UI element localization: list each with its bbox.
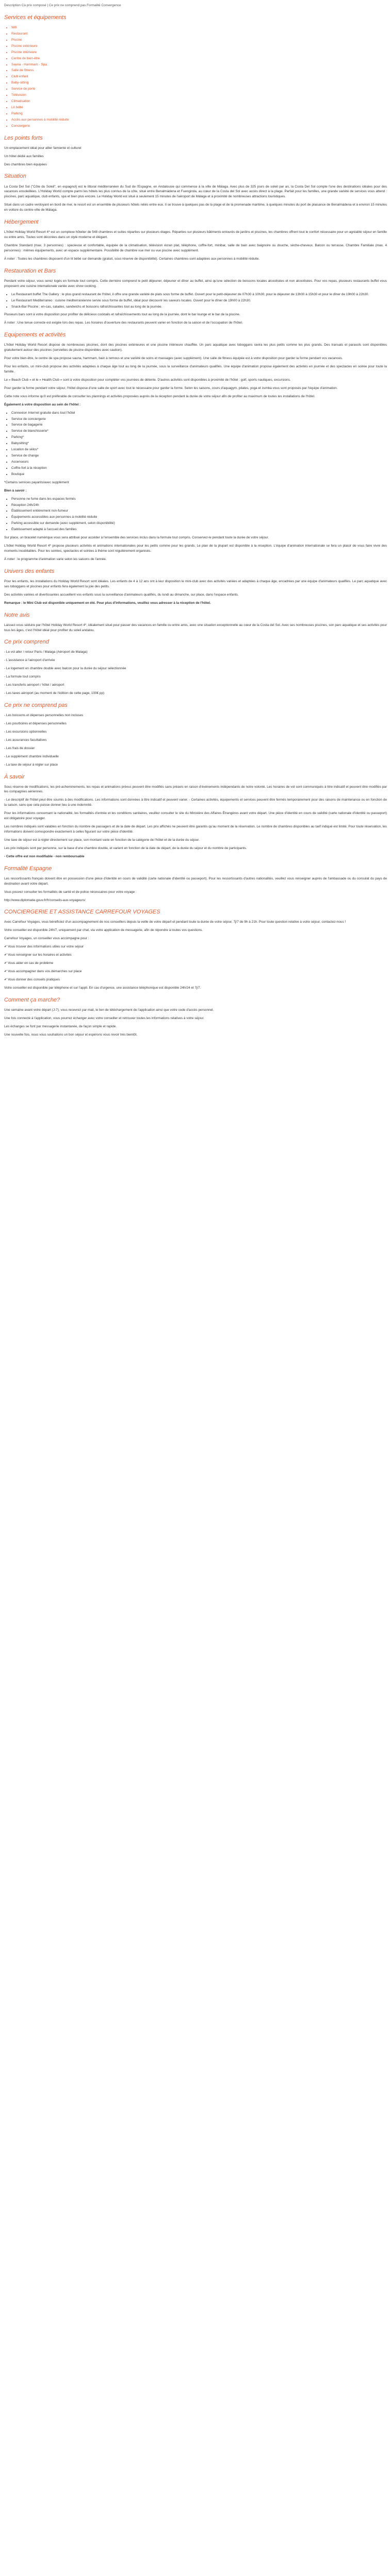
- restaurant-item: • Le Restaurant Mediterraneo : cuisine méditerranéenne servie sous forme de buffet, idéal pour découvrir les saveurs locales. Ouvert pour le dîner de 19h00 à 22h30.: [11, 298, 387, 303]
- prix-comprend-item: - Le vol aller / retour Paris / Malaga (Aéroport de Malaga): [4, 650, 88, 654]
- activites-paragraph: Sur place, un bracelet numérique vous sera attribué pour accéder à l'ensemble des services inclus dans la formule tout compris. Conservez-le pendant toute la durée de votre séjour.: [4, 536, 269, 540]
- conciergerie-item: ✔ Vous trouver des informations utiles sur votre séjour: [4, 945, 84, 949]
- activite-item: • Location de vélos*: [11, 447, 387, 452]
- activite-item: • Coffre-fort à la réception: [11, 466, 387, 471]
- prix-ne-comprend-item: - Les assurances facultatives: [4, 738, 47, 742]
- conciergerie-paragraph: Votre conseiller est disponible par téléphone et sur l'appli. En cas d'urgence, une assistance téléphonique est disponible 24h/24 et 7j/7.: [4, 986, 201, 990]
- restaurant-item: • Snack-Bar Piscine : en-cas, salades, sandwichs et boissons rafraîchissantes tout au long de la journée.: [11, 304, 387, 310]
- restaurant-item: • Le Restaurant buffet The Gallery : le plus grand restaurant de l'hôtel, il offre une grande variété de plats sous forme de buffet. Ouvert pour le petit-déjeuner de 07h30 à 10h30, pour le déjeuner de 13h00 à 15h30 et pour le dîner de 19h00 à 22h30.: [11, 292, 387, 297]
- formalite-paragraph: Vous pouvez consulter les formalités de santé et de police nécessaires pour votre voyage :: [4, 890, 137, 894]
- comment-marche-paragraph: Une fois connecté à l'application, vous pourrez échanger avec votre conseiller et retrouver toutes les informations relatives à votre séjour.: [4, 1016, 205, 1020]
- activite-item: • Babysitting*: [11, 441, 387, 446]
- a-savoir-paragraph: Une taxe de séjour est à régler directement sur place, son montant varie en fonction de la catégorie de l'hôtel et de la durée du séjour.: [4, 838, 200, 842]
- comment-marche-paragraph: Une semaine avant votre départ (J-7), vous recevrez par mail, le lien de téléchargement de l'application ainsi que votre code d'accès personnel.: [4, 1008, 214, 1012]
- conciergerie-item: ✔ Vous renseigner sur les horaires et activités: [4, 953, 72, 957]
- service-item: • Wifi: [11, 25, 387, 30]
- situation-paragraph: La Costa Del Sol ("Côte du Soleil", en espagnol) est le littoral méditerranéen du Sud de l'Espagne, en Andalousie qui commence à la ville de Málaga. Avec plus de 325 jours de soleil par an, la Costa Del Sol compte l'une des destinations idéales pour des vacances ensoleillées. L'Holiday World compte parmi les hôtels les plus connus de la côte, situé entre Benalmádena et Fuengirola, au cœur de la Costa del Sol avec accès direct à la plage. Parfait pour les familles, une grande variété de services vous attend : piscines, parc aquatique, club enfants, spa et bien plus encore. Le Holiday World est situé à seulement 15 minutes de l'aéroport de Málaga et à proximité de nombreuses attractions touristiques.: [4, 184, 387, 199]
- prix-comprend-title: Ce prix comprend: [4, 639, 49, 646]
- prix-ne-comprend-item: - Les excursions optionnelles: [4, 730, 47, 734]
- activite-item: • Ascenseurs: [11, 460, 387, 465]
- hebergement-title: Hébergement: [4, 219, 39, 226]
- formalite-title: Formalité Espagne: [4, 865, 52, 872]
- conciergerie-paragraph: Votre conseiller est disponible 24h/7, uniquement par chat, via votre application de messagerie, afin de répondre à toutes vos questions.: [4, 928, 203, 933]
- service-item: • Salle de fitness: [11, 68, 387, 73]
- univers-enfants-paragraph: Pour les enfants, les installations du Holiday World Resort sont idéales. Les enfants de 4 à 12 ans ont à leur disposition le mini-club avec des activités variées et adaptées à chaque âge, encadrées par une équipe d'animateurs qualifiés. Le parc aquatique avec ses toboggans et piscines pour enfants fera également la joie des petits.: [4, 579, 387, 588]
- activites-paragraph: Pour votre bien-être, le centre de spa propose sauna, hammam, bain à remous et une variété de soins et massages (avec supplément). Une salle de fitness équipée est à votre disposition pour garder la forme pendant vos vacances.: [4, 357, 343, 361]
- formalite-paragraph: Les ressortissants français doivent être en possession d'une pièce d'identité en cours de validité (carte nationale d'identité ou passeport). Pour les ressortissants d'autres nationalités, veuillez vous renseigner auprès de l'ambassade ou du consulat du pays de destination avant votre départ.: [4, 876, 387, 886]
- savoir-item: • Réception 24h/24h: [11, 503, 387, 508]
- service-item: • Télévision: [11, 93, 387, 98]
- activite-item: • Service de bagagerie: [11, 422, 387, 428]
- prix-ne-comprend-title: Ce prix ne comprend pas: [4, 702, 68, 709]
- a-savoir-paragraph: Les prix indiqués sont par personne, sur la base d'une chambre double, et varient en fonction de la date de départ, de la durée du séjour et du nombre de participants.: [4, 846, 247, 850]
- service-item: • Centre de bien-être: [11, 56, 387, 61]
- prix-comprend-item: - Les transferts aéroport / hôtel / aéroport: [4, 683, 64, 687]
- activites-list2: [4, 497, 387, 533]
- activites-list2-title: Bien à savoir :: [4, 488, 27, 493]
- points-forts-line: Un hôtel dédié aux familles: [4, 154, 44, 158]
- hebergement-paragraph: L'hôtel Holiday World Resort 4* est un complexe hôtelier de 548 chambres et suites réparties sur plusieurs étages. Réparties sur plusieurs bâtiments entourés de jardins et piscines, les chambres offrent tout le confort nécessaire pour un agréable séjour en famille ou entre amis. Toutes sont décorées dans un style moderne et élégant.: [4, 230, 387, 240]
- service-item: • Piscine extérieure: [11, 44, 387, 49]
- a-savoir-title: À savoir: [4, 773, 25, 780]
- points-forts-title: Les points forts: [4, 134, 43, 141]
- points-forts-line: Un emplacement idéal pour allier farniente et culturel: [4, 146, 82, 150]
- activites-paragraph: Cette note vous informe qu'il est préférable de consulter les plannings et activités proposées auprès de la réception pendant la durée de votre séjour afin de profiter au maximum de toutes les installations de l'hôtel.: [4, 394, 315, 398]
- activite-item: • Service de blanchisserie*: [11, 429, 387, 434]
- breadcrumb: Description Cà prix composé | Ce prix ne comprend pas Formalité Convergence: [4, 4, 121, 7]
- activites-list-title: Également à votre disposition au sein de l'hôtel :: [4, 402, 81, 406]
- a-savoir-paragraph: - Cette offre est non modifiable - non remboursable: [4, 854, 85, 858]
- activite-item: • Boutique: [11, 472, 387, 477]
- conciergerie-item: ✔ Vous donner des conseils pratiques: [4, 977, 60, 981]
- activite-item: • Connexion Internet gratuite dans tout l'hôtel: [11, 411, 387, 416]
- points-forts-line: Des chambres bien équipées: [4, 162, 47, 166]
- services-title: Services et équipements: [4, 14, 67, 21]
- prix-comprend-item: - L'assistance à l'aéroport d'arrivée: [4, 658, 55, 663]
- service-item: • Baby-sitting: [11, 80, 387, 86]
- a-savoir-paragraph: Pour les informations concernant la nationalité, les formalités d'entrée et les conditions sanitaires, veuillez consulter le site du Ministère des Affaires Étrangères avant votre départ. Une pièce d'identité en cours de validité (carte nationale d'identité ou passeport) est obligatoire pour voyager.: [4, 811, 387, 821]
- savoir-item: • Établissement adapté à l'accueil des familles: [11, 527, 387, 532]
- activites-paragraph: Pour les enfants, un mini-club propose des activités adaptées à chaque âge tout au long de la journée, sous la surveillance d'animateurs qualifiés. Une équipe d'animation propose également des activités en journée et des spectacles en soirée pour toute la famille.: [4, 365, 387, 374]
- univers-enfants-paragraph: Remarque : le Mini Club est disponible uniquement en été. Pour plus d'informations, veuillez vous adresser à la réception de l'hôtel.: [4, 601, 211, 605]
- savoir-item: • Parking accessible sur demande (avec supplément, selon disponibilité): [11, 521, 387, 526]
- a-savoir-paragraph: - Le descriptif de l'hôtel peut être soumis à des modifications. Les informations sont données à titre indicatif et peuvent varier. - Certaines activités, équipements et services peuvent être fermés temporairement pour des raisons de maintenance ou en fonction de la saison, sans que cela puisse donner lieu à une indemnité.: [4, 798, 387, 807]
- notre-avis-paragraph: Laissez-vous séduire par l'hôtel Holiday World Resort 4*, idéalement situé pour passer des vacances en famille ou entre amis, avec une situation exceptionnelle au cœur de la Costa del Sol. Avec ses nombreuses piscines, son parc aquatique et ses activités pour tous les âges, c'est l'hôtel idéal pour profiter du soleil andalou.: [4, 623, 387, 632]
- conciergerie-item: ✔ Vous aider en cas de problème: [4, 961, 54, 965]
- page: [0, 0, 391, 1046]
- service-item: • Club enfant: [11, 74, 387, 79]
- prix-ne-comprend-item: - La taxe de séjour à régler sur place: [4, 762, 58, 767]
- restaurant-list: [4, 292, 387, 310]
- service-item: • Lit bébé: [11, 105, 387, 110]
- service-item: • Restaurant: [11, 31, 387, 37]
- hebergement-paragraph: Chambre Standard (max. 3 personnes) : spacieuse et confortable, équipée de la climatisation, télévision écran plat, téléphone, coffre-fort, minibar, salle de bain avec baignoire ou douche, sèche-cheveux. Balcon ou terrasse. Chambre Familiale (max. 4 personnes) : mêmes équipements, avec un espace supplémentaire. Possibilité de chambre vue mer ou vue piscine avec supplément.: [4, 244, 387, 252]
- hebergement-paragraph: À noter : Toutes les chambres disposent d'un lit bébé sur demande (gratuit, sous réserve de disponibilité). Certaines chambres sont adaptées aux personnes à mobilité réduite.: [4, 257, 260, 261]
- activites-note: *Certains services payants/avec supplément: [4, 480, 69, 484]
- services-list: [4, 25, 387, 129]
- activites-paragraph: L'hôtel Holiday World Resort dispose de nombreuses piscines, dont des piscines extérieures et une piscine intérieure chauffée. Un parc aquatique avec toboggans ravira les plus petits comme les plus grands. Des transats et parasols sont disponibles gratuitement autour des piscines (serviettes de piscine disponibles avec caution).: [4, 343, 387, 352]
- situation-paragraph: Situé dans un cadre verdoyant en bord de mer, le resort est un ensemble de plusieurs hôtels reliés entre eux. Il se trouve à quelques pas de la plage et de la promenade maritime, à quelques minutes du port de plaisance de Benalmádena et à environ 15 minutes en voiture du centre-ville de Málaga.: [4, 203, 387, 212]
- savoir-item: • Équipements accessibles aux personnes à mobilité réduite: [11, 515, 387, 520]
- univers-enfants-title: Univers des enfants: [4, 568, 55, 574]
- activites-title: Equipements et activités: [4, 332, 66, 338]
- prix-ne-comprend-item: - Le supplément chambre individuelle: [4, 754, 59, 758]
- service-item: • Sauna - Hammam - Spa: [11, 62, 387, 67]
- activites-paragraph: Pour garder la forme pendant votre séjour, l'hôtel dispose d'une salle de sport avec tout le nécessaire pour garder la forme. Selon les saisons, cours d'aquagym, pilates, yoga et zumba vous sont proposés par l'équipe d'animation.: [4, 386, 338, 390]
- activite-item: • Parking*: [11, 435, 387, 440]
- prix-comprend-item: - Le logement en chambre double avec balcon pour la durée du séjour sélectionnée: [4, 667, 126, 671]
- savoir-item: • Établissement entièrement non-fumeur: [11, 509, 387, 514]
- conciergerie-paragraph: Carrefour Voyages, un conseiller vous accompagne pour :: [4, 937, 89, 941]
- service-item: • Climatisation: [11, 99, 387, 104]
- prix-ne-comprend-item: - Les frais de dossier: [4, 746, 35, 750]
- service-item: • Service de porte: [11, 87, 387, 92]
- conciergerie-item: ✔ Vous accompagner dans vos démarches sur place: [4, 970, 82, 974]
- service-item: • Piscine intérieure: [11, 50, 387, 55]
- notre-avis-title: Notre avis: [4, 612, 30, 618]
- a-savoir-paragraph: Les nombres indiqués sont valables en fonction du nombre de passagers et de la date de départ. Les prix affichés ne peuvent être garantis qu'au moment de la réservation. Le nombre de chambres disponibles au tarif indiqué est limité. Pour toute réservation, les informations doivent correspondre exactement à celles figurant sur votre pièce d'identité.: [4, 825, 387, 834]
- activites-paragraph: À noter : le programme d'animation varie selon les saisons de l'année.: [4, 557, 107, 561]
- activites-paragraph: L'hôtel Holiday World Resort 4* propose plusieurs activités et animations internationales pour les petits comme pour les grands. Le plan de la plupart est disponible à la réception. L'équipe d'animation internationale se fera un plaisir de vous faire vivre des moments inoubliables. Pour les soirées, spectacles et soirées à thème sont régulièrement organisés.: [4, 544, 387, 553]
- prix-ne-comprend-item: - Les pourboires et dépenses personnelles: [4, 721, 67, 725]
- univers-enfants-paragraph: Des activités variées et divertissantes accueillent vos enfants sous la surveillance d'animateurs qualifiés, du lundi au dimanche, sur place, dans l'espace enfants.: [4, 592, 239, 597]
- prix-ne-comprend-item: - Les boissons et dépenses personnelles non incluses: [4, 714, 84, 718]
- comment-marche-paragraph: Une nouvelle fois, nous vous souhaitons un bon séjour et espérons vous revoir très bientôt.: [4, 1032, 138, 1037]
- situation-title: Situation: [4, 173, 26, 180]
- prix-comprend-item: - La formule tout compris: [4, 675, 41, 679]
- savoir-item: • Personne ne fume dans les espaces fermés: [11, 497, 387, 502]
- activites-paragraph: Le « Beach Club » et le « Health Club » sont à votre disposition pour compléter vos journées de détente. D'autres activités sont disponibles à proximité de l'hôtel : golf, sports nautiques, excursions.: [4, 378, 291, 382]
- comment-marche-paragraph: Les échanges se font par messagerie instantanée, de façon simple et rapide.: [4, 1024, 117, 1028]
- restauration-title: Restauration et Bars: [4, 267, 56, 274]
- restauration-paragraph: Pendant votre séjour, vous serez logés en formule tout compris. Cette dernière comprend le petit déjeuner, déjeuner et dîner au buffet, ainsi qu'une sélection de boissons locales alcoolisées et non alcoolisées. Pour vos repas, plusieurs restaurants buffet vous proposent une cuisine internationale variée avec show cooking.: [4, 279, 387, 288]
- activites-list: [4, 411, 387, 477]
- conciergerie-title: CONCIERGERIE ET ASSISTANCE CARREFOUR VOYAGES: [4, 909, 160, 916]
- conciergerie-paragraph: Avec Carrefour Voyages, vous bénéficiez d'un accompagnement de nos conseillers depuis la veille de votre départ et pendant toute la durée de votre séjour, 7j/7 de 9h à 21h. Pour toute question relative à votre séjour, contactez-nous !: [4, 920, 346, 924]
- comment-marche-title: Comment ça marche?: [4, 996, 60, 1003]
- restauration-paragraph: Plusieurs bars sont à votre disposition pour profiter de délicieux cocktails et rafraîchissements tout au long de la journée, dont le bar lounge et le bar de la piscine.: [4, 313, 240, 317]
- service-item: • Accès aux personnes à mobilité réduite: [11, 117, 387, 123]
- service-item: • Conciergerie: [11, 124, 387, 129]
- formalite-link[interactable]: http://www.diplomatie.gouv.fr/fr/conseils-aux-voyageurs/: [4, 898, 86, 902]
- service-item: • Piscine: [11, 38, 387, 43]
- activite-item: • Service de change: [11, 453, 387, 459]
- service-item: • Parking: [11, 111, 387, 116]
- activite-item: • Service de conciergerie: [11, 417, 387, 422]
- restauration-paragraph: À noter : Une tenue correcte est exigée lors des repas. Les horaires d'ouverture des restaurants peuvent varier en fonction de la saison et de l'occupation de l'hôtel.: [4, 321, 243, 325]
- prix-comprend-item: - Les taxes aéroport (au moment de l'édition de cette page, 100€ pp): [4, 691, 105, 696]
- a-savoir-paragraph: Sous réserve de modifications, les pré-acheminements, les repas et animations prévus peuvent être modifiés sans préavis en raison d'événements indépendants de notre volonté. Les horaires de vol sont communiqués à titre indicatif et peuvent être modifiés par les compagnies aériennes.: [4, 785, 387, 794]
